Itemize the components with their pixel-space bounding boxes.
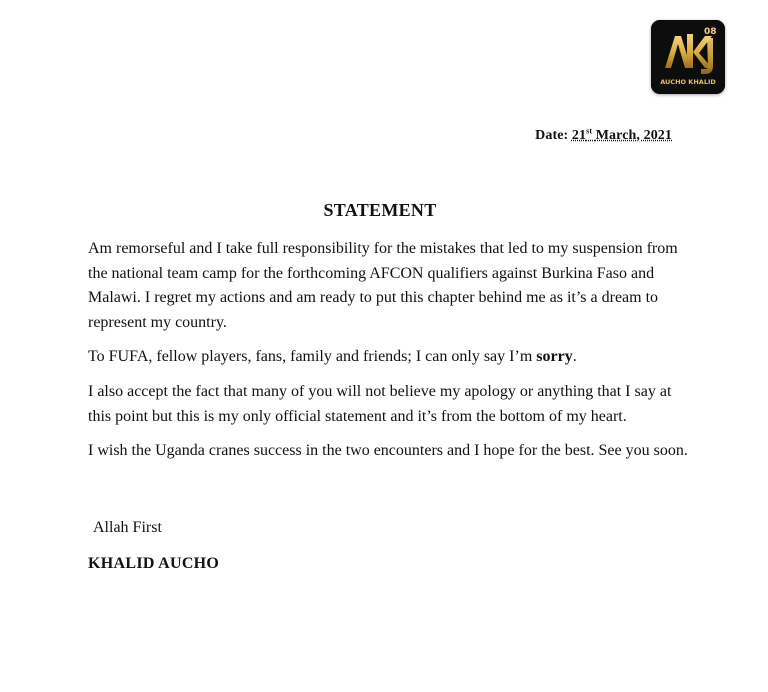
paragraph-acceptance: I also accept the fact that many of you will not believe my apology or anything that I say at this point but this is my only official statement and it’s from the bottom of my heart. [88, 383, 672, 426]
paragraph-wishes: I wish the Uganda cranes success in the two encounters and I hope for the best. See you soon. [88, 442, 688, 460]
signature-name: KHALID AUCHO [88, 555, 220, 572]
apology-period: . [572, 347, 577, 365]
statement-body [88, 237, 688, 473]
date-day-suffix: st [586, 126, 593, 136]
statement-title: STATEMENT [323, 200, 437, 220]
logo-graphic [651, 20, 725, 94]
date-day: 21 [571, 128, 587, 143]
logo-number: 08 [704, 27, 717, 37]
signoff-text: Allah First [93, 519, 162, 536]
date-rest: March, 2021 [595, 128, 672, 143]
apology-text: To FUFA, fellow players, fans, family and friends; I can only say I’m [88, 347, 537, 365]
aucho-khalid-logo [651, 20, 725, 94]
paragraph-remorse: Am remorseful and I take full responsibility for the mistakes that led to my suspension from the national team camp for the forthcoming AFCON qualifiers against Burkina Faso and Malawi. I regret my actions and am ready to put this chapter behind me as it’s a dream to represent my country. [88, 240, 678, 331]
logo-monogram: AKJ [651, 20, 653, 21]
statement-date [535, 128, 672, 144]
date-label: Date: [535, 128, 569, 143]
date-value [572, 128, 672, 143]
apology-sorry: sorry [536, 347, 573, 365]
paragraph-apology [88, 345, 688, 370]
logo-caption: AUCHO KHALID [660, 78, 716, 86]
